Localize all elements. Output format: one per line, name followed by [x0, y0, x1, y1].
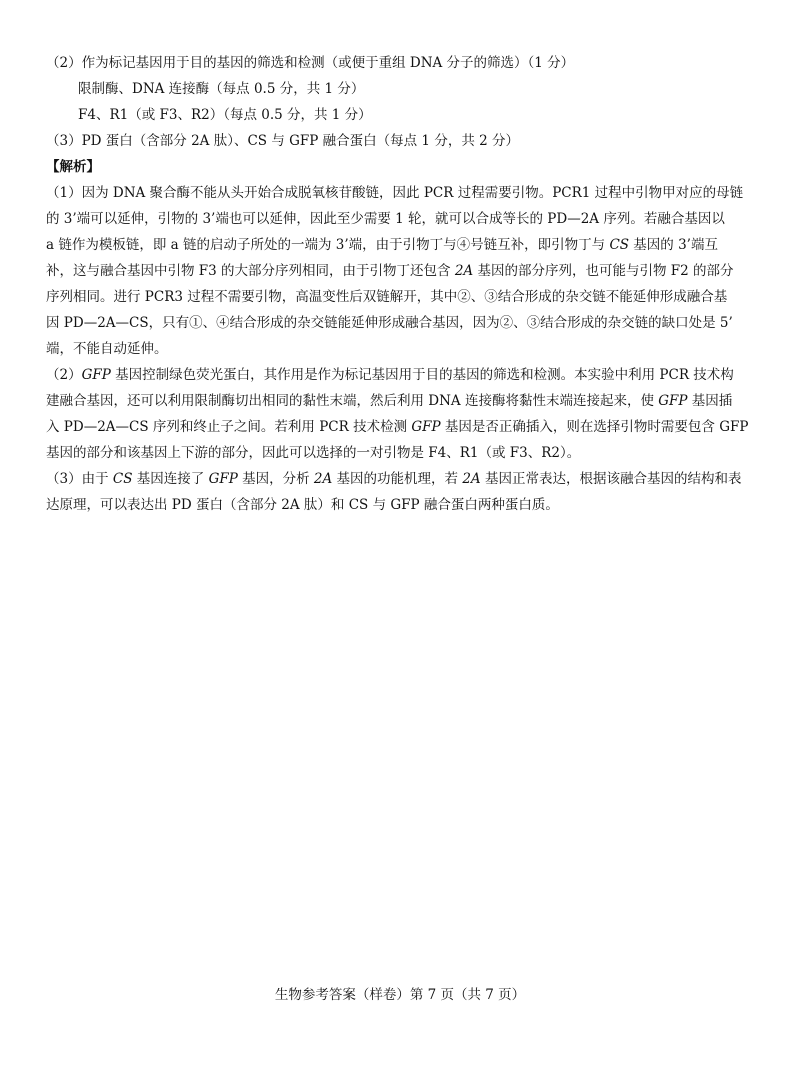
analysis-paragraph-1: [46, 180, 758, 362]
analysis-paragraph-2: [46, 362, 758, 466]
analysis-p1-line: 序列相同。进行 PCR3 过程不需要引物，高温变性后双链解开，其中②、③结合形成的杂交链不能延伸形成融合基: [46, 289, 728, 305]
analysis-paragraph-3: [46, 466, 758, 518]
analysis-heading: 【解析】: [46, 159, 100, 175]
analysis-p1-line: 的 3’端可以延伸，引物的 3’端也可以延伸，因此至少需要 1 轮，就可以合成等长的 PD—2A 序列。若融合基因以: [46, 211, 725, 227]
analysis-p1-line: 补，这与融合基因中引物 F3 的大部分序列相同，由于引物丁还包含 2A 基因的部分序列，也可能与引物 F2 的部分: [46, 263, 734, 279]
analysis-p1-line: （1）因为 DNA 聚合酶不能从头开始合成脱氧核苷酸链，因此 PCR 过程需要引物。PCR1 过程中引物甲对应的母链: [46, 185, 744, 201]
analysis-p3-line: 达原理，可以表达出 PD 蛋白（含部分 2A 肽）和 CS 与 GFP 融合蛋白两种蛋白质。: [46, 497, 559, 513]
analysis-p1-line: a 链作为模板链，即 a 链的启动子所处的一端为 3’端，由于引物丁与④号链互补，即引物丁与 CS 基因的 3’端互: [46, 237, 718, 253]
analysis-p2-line: 建融合基因，还可以利用限制酶切出相同的黏性末端，然后利用 DNA 连接酶将黏性末端连接起来，使 GFP 基因插: [46, 393, 733, 409]
document-body: [46, 50, 758, 518]
analysis-p2-line: （2）GFP 基因控制绿色荧光蛋白，其作用是作为标记基因用于目的基因的筛选和检测。本实验中利用 PCR 技术构: [46, 367, 734, 383]
analysis-p2-line: 基因的部分和该基因上下游的部分，因此可以选择的一对引物是 F4、R1（或 F3、R2）。: [46, 445, 581, 461]
analysis-p3-line: （3）由于 CS 基因连接了 GFP 基因，分析 2A 基因的功能机理，若 2A 基因正常表达，根据该融合基因的结构和表: [46, 471, 742, 487]
page-footer: 生物参考答案（样卷）第 7 页（共 7 页）: [274, 987, 526, 1003]
answer-q2-line-2: 限制酶、DNA 连接酶（每点 0.5 分，共 1 分）: [78, 81, 365, 97]
answer-q3-line-1: （3）PD 蛋白（含部分 2A 肽）、CS 与 GFP 融合蛋白（每点 1 分，共 2 分）: [46, 133, 519, 149]
analysis-p2-line: 入 PD—2A—CS 序列和终止子之间。若利用 PCR 技术检测 GFP 基因是否正确插入，则在选择引物时需要包含 GFP: [46, 419, 749, 435]
answer-q2-line-1: （2）作为标记基因用于目的基因的筛选和检测（或便于重组 DNA 分子的筛选）（1 分）: [46, 55, 575, 71]
analysis-p1-line: 端，不能自动延伸。: [46, 341, 168, 357]
answer-q2-line-3: F4、R1（或 F3、R2）（每点 0.5 分，共 1 分）: [78, 107, 372, 123]
analysis-p1-line: 因 PD—2A—CS，只有①、④结合形成的杂交链能延伸形成融合基因，因为②、③结合形成的杂交链的缺口处是 5’: [46, 315, 733, 331]
